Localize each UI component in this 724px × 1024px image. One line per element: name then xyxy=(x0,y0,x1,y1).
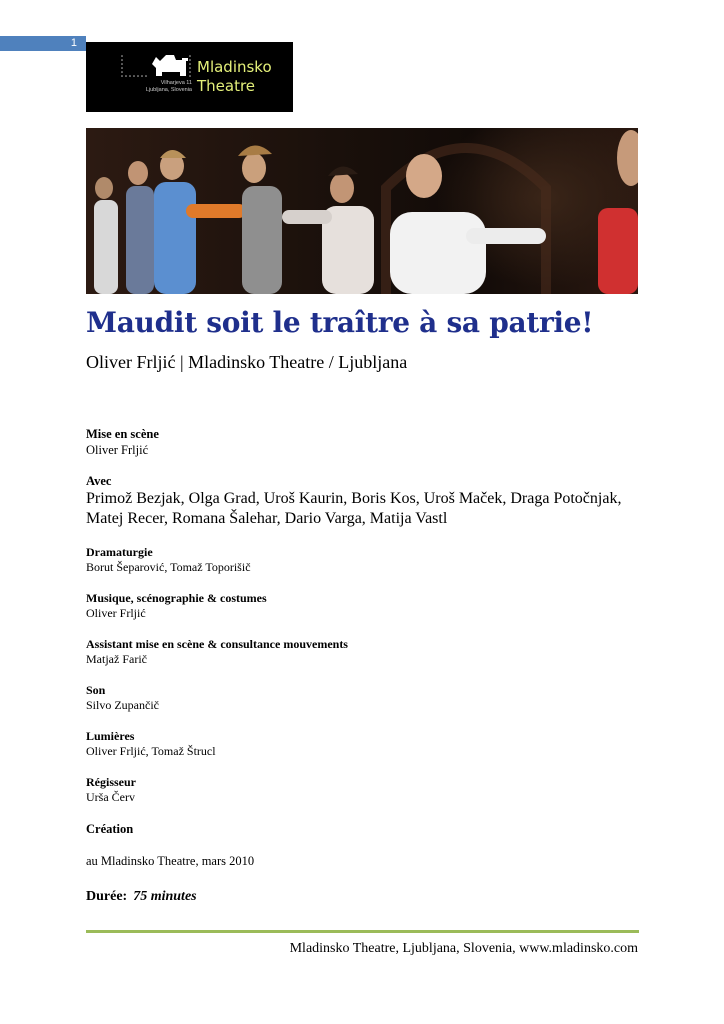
performers-image xyxy=(86,128,638,294)
duration-label: Durée: xyxy=(86,889,128,904)
performance-photo xyxy=(86,128,638,294)
page-number: 1 xyxy=(70,37,77,49)
page-number-tab xyxy=(0,36,86,51)
duration xyxy=(86,888,646,905)
credit-assistant xyxy=(86,637,646,667)
credit-names: Primož Bezjak, Olga Grad, Uroš Kaurin, Boris Kos, Uroš Maček, Draga Potočnjak, Matej Recer, Romana Šalehar, Dario Varga, Matija Vastl xyxy=(86,490,622,527)
credit-names: Oliver Frljić, Tomaž Štrucl xyxy=(86,744,216,758)
credit-dramaturgy xyxy=(86,545,646,575)
credit-names: Oliver Frljić xyxy=(86,443,149,457)
footer-text: Mladinsko Theatre, Ljubljana, Slovenia, www.mladinsko.com xyxy=(289,941,638,956)
credit-role: Lumières xyxy=(86,729,135,743)
footer-divider xyxy=(86,930,639,933)
creation-label: Création xyxy=(86,822,134,836)
credits-list xyxy=(86,427,646,905)
credit-role: Assistant mise en scène & consultance mouvements xyxy=(86,637,348,651)
page-subtitle: Oliver Frljić | Mladinsko Theatre / Ljubljana xyxy=(86,352,408,372)
credit-sound xyxy=(86,683,646,713)
credit-stage-manager xyxy=(86,775,646,805)
credit-role: Mise en scène xyxy=(86,427,159,441)
credit-music-set-costumes xyxy=(86,591,646,621)
logo-address: Vilharjeva 11 Ljubljana, Slovenia xyxy=(145,80,192,93)
credit-names: Silvo Zupančič xyxy=(86,698,159,712)
credit-role: Musique, scénographie & costumes xyxy=(86,591,267,605)
logo-name: Mladinsko Theatre xyxy=(197,58,272,95)
credit-names: Oliver Frljić xyxy=(86,606,146,620)
credit-cast xyxy=(86,474,646,529)
creation-text: au Mladinsko Theatre, mars 2010 xyxy=(86,854,255,868)
mladinsko-logo xyxy=(86,42,293,112)
page-title: Maudit soit le traître à sa patrie! xyxy=(86,306,594,339)
credit-lighting xyxy=(86,729,646,759)
credit-names: Urša Červ xyxy=(86,790,135,804)
credit-director xyxy=(86,427,646,458)
credit-names: Matjaž Farič xyxy=(86,652,147,666)
credit-role: Son xyxy=(86,683,106,697)
credit-role: Dramaturgie xyxy=(86,545,153,559)
credit-role: Régisseur xyxy=(86,775,136,789)
credit-names: Borut Šeparović, Tomaž Toporišič xyxy=(86,560,251,574)
credit-role: Avec xyxy=(86,474,112,488)
duration-value: 75 minutes xyxy=(133,889,197,904)
